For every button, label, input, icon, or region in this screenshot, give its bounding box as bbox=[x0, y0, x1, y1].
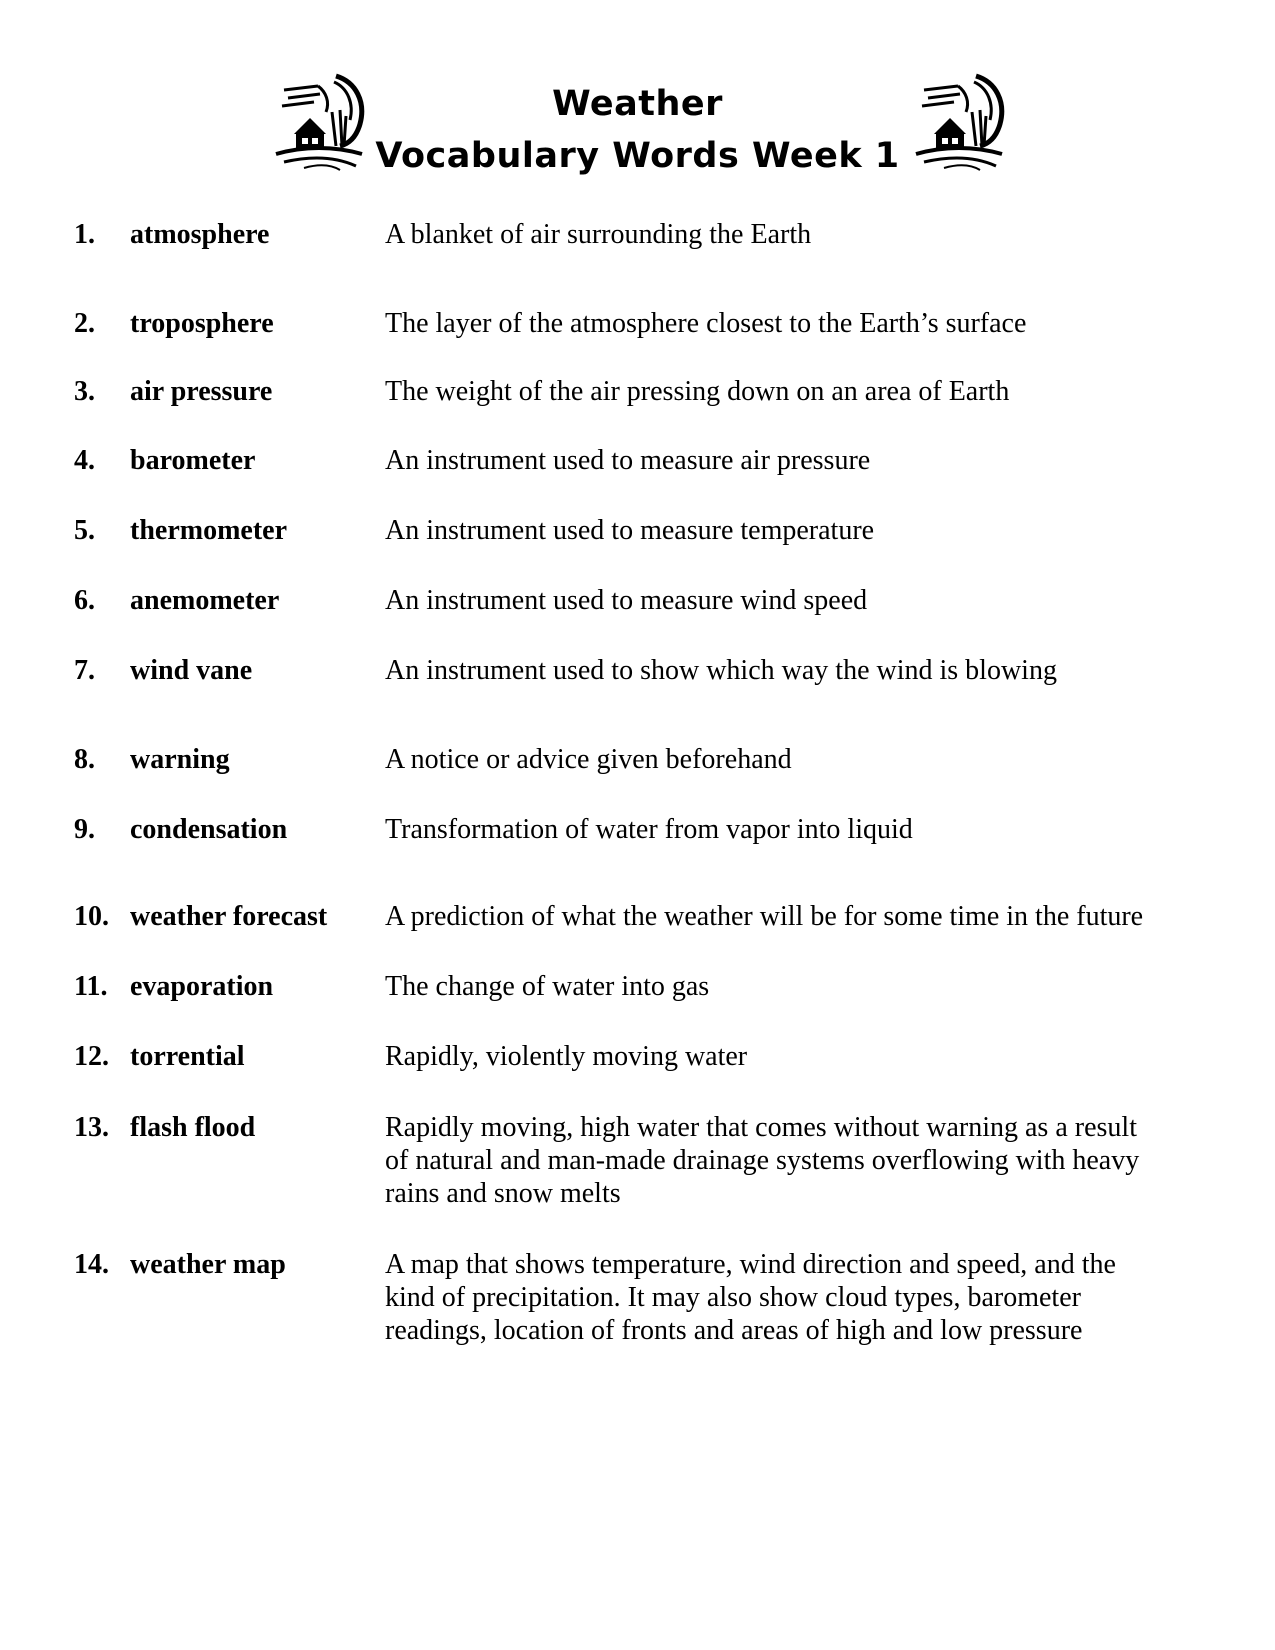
item-term: air pressure bbox=[130, 376, 273, 407]
item-definition bbox=[385, 444, 1185, 477]
item-number: 1. bbox=[74, 219, 95, 250]
item-number: 7. bbox=[74, 655, 95, 686]
item-number: 3. bbox=[74, 376, 95, 407]
item-number: 14. bbox=[74, 1249, 109, 1280]
item-definition bbox=[385, 218, 1185, 251]
definition-line: of natural and man-made drainage systems overflowing with heavy bbox=[385, 1145, 1140, 1176]
item-number: 10. bbox=[74, 901, 109, 932]
definition-line: readings, location of fronts and areas of high and low pressure bbox=[385, 1315, 1083, 1346]
item-number: 11. bbox=[74, 971, 108, 1002]
item-definition bbox=[385, 1111, 1185, 1210]
item-term: troposphere bbox=[130, 308, 274, 339]
item-definition bbox=[385, 1248, 1185, 1347]
item-definition bbox=[385, 654, 1185, 687]
item-number: 8. bbox=[74, 744, 95, 775]
item-number: 5. bbox=[74, 515, 95, 546]
item-definition bbox=[385, 743, 1185, 776]
definition-line: Rapidly moving, high water that comes without warning as a result bbox=[385, 1112, 1137, 1143]
item-definition bbox=[385, 970, 1185, 1003]
item-term: anemometer bbox=[130, 585, 280, 616]
item-term: weather forecast bbox=[130, 901, 328, 932]
item-number: 2. bbox=[74, 308, 95, 339]
item-definition bbox=[385, 584, 1185, 617]
item-term: evaporation bbox=[130, 971, 274, 1002]
title-line-1: Weather bbox=[552, 84, 723, 124]
item-definition bbox=[385, 1040, 1185, 1073]
item-number: 9. bbox=[74, 814, 95, 845]
definition-line: A notice or advice given beforehand bbox=[385, 744, 792, 775]
item-definition bbox=[385, 307, 1185, 340]
item-term: condensation bbox=[130, 814, 288, 845]
item-number: 6. bbox=[74, 585, 95, 616]
item-term: thermometer bbox=[130, 515, 288, 546]
item-term: atmosphere bbox=[130, 219, 270, 250]
item-number: 4. bbox=[74, 445, 95, 476]
item-definition bbox=[385, 813, 1185, 846]
definition-line: An instrument used to measure temperature bbox=[385, 515, 875, 546]
item-term: wind vane bbox=[130, 655, 253, 686]
definition-line: An instrument used to show which way the wind is blowing bbox=[385, 655, 1057, 686]
item-term: flash flood bbox=[130, 1112, 256, 1143]
item-term: barometer bbox=[130, 445, 256, 476]
definition-line: The layer of the atmosphere closest to the Earth’s surface bbox=[385, 308, 1027, 339]
title-line-2: Vocabulary Words Week 1 bbox=[375, 136, 900, 176]
item-definition bbox=[385, 514, 1185, 547]
definition-line: The weight of the air pressing down on an area of Earth bbox=[385, 376, 1010, 407]
definition-line: A map that shows temperature, wind direction and speed, and the bbox=[385, 1249, 1116, 1280]
definition-line: The change of water into gas bbox=[385, 971, 710, 1002]
definition-line: rains and snow melts bbox=[385, 1178, 621, 1209]
item-number: 12. bbox=[74, 1041, 109, 1072]
definition-line: Transformation of water from vapor into liquid bbox=[385, 814, 913, 845]
definition-line: A prediction of what the weather will be for some time in the future bbox=[385, 901, 1144, 932]
definition-line: A blanket of air surrounding the Earth bbox=[385, 219, 812, 250]
item-number: 13. bbox=[74, 1112, 109, 1143]
item-term: weather map bbox=[130, 1249, 286, 1280]
item-term: warning bbox=[130, 744, 230, 775]
item-term: torrential bbox=[130, 1041, 245, 1072]
definition-line: An instrument used to measure wind speed bbox=[385, 585, 868, 616]
item-definition bbox=[385, 375, 1185, 408]
definition-line: An instrument used to measure air pressure bbox=[385, 445, 871, 476]
item-definition bbox=[385, 900, 1185, 933]
definition-line: Rapidly, violently moving water bbox=[385, 1041, 748, 1072]
definition-line: kind of precipitation. It may also show cloud types, barometer bbox=[385, 1282, 1081, 1313]
